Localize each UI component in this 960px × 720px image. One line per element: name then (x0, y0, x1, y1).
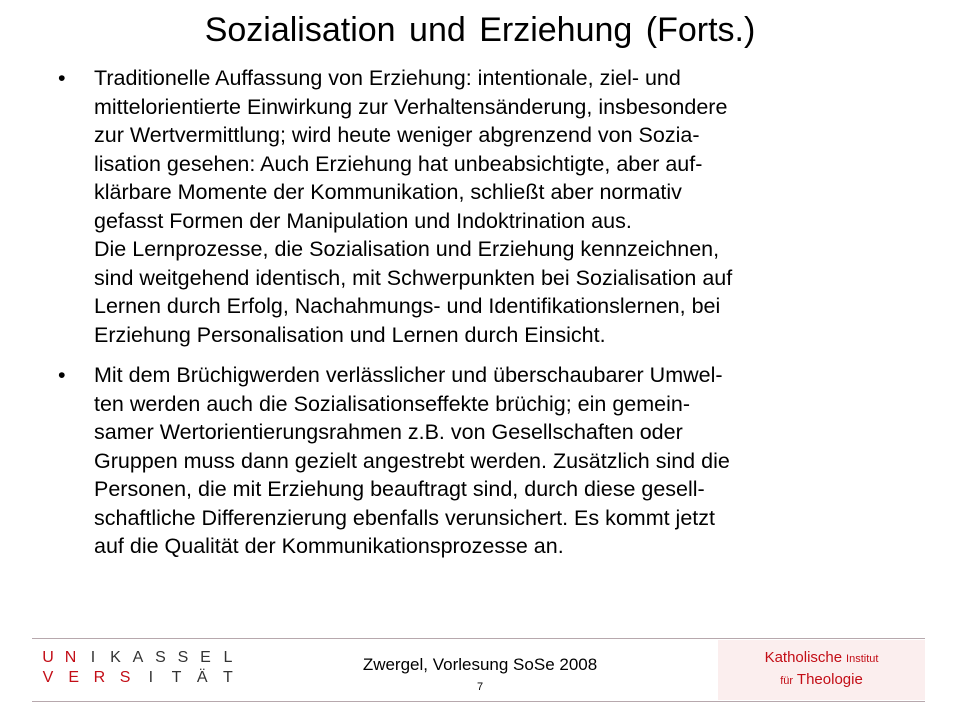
bullet-line: Mit dem Brüchigwerden verlässlicher und überschaubarer Umwel- (94, 363, 723, 387)
footer-divider-bottom (32, 701, 925, 702)
page-number: 7 (476, 681, 484, 693)
logo-letter: T (171, 669, 182, 686)
logo-letter: L (223, 649, 233, 666)
logo-letter: E (68, 669, 80, 686)
institute-word: für (780, 675, 794, 687)
logo-row-1 (38, 648, 238, 668)
institute-word: Institut (846, 653, 879, 665)
logo-letter: K (110, 649, 121, 666)
bullet-marker: • (58, 363, 66, 387)
logo-letter: U (42, 649, 54, 666)
logo-letter: S (155, 649, 166, 666)
slide-content (58, 64, 898, 573)
logo-letter: Ä (196, 669, 208, 686)
bullet-item-1 (58, 64, 898, 349)
logo-letter: I (90, 649, 96, 666)
institute-word: Theologie (796, 671, 863, 688)
institute-word: Katholische (764, 649, 843, 666)
bullet-line: mittelorientierte Einwirkung zur Verhaltensänderung, insbesondere (94, 94, 728, 119)
university-logo (38, 648, 238, 690)
footer-center (300, 654, 660, 694)
institute-label (718, 640, 925, 700)
logo-letter: V (42, 669, 54, 686)
bullet-line: Die Lernprozesse, die Sozialisation und Erziehung kennzeichnen, (94, 237, 720, 261)
bullet-line: klärbare Momente der Kommunikation, schließt aber normativ (94, 180, 682, 204)
logo-letter: T (223, 669, 233, 686)
bullet-line: Gruppen muss dann gezielt angestrebt werden. Zusätzlich sind die (94, 448, 730, 473)
bullet-line: schaftliche Differenzierung ebenfalls verunsichert. Es kommt jetzt (94, 505, 715, 530)
bullet-line: Traditionelle Auffassung von Erziehung: intentionale, ziel- und (94, 66, 681, 90)
bullet-line: gefasst Formen der Manipulation und Indoktrination aus. (94, 208, 632, 233)
logo-letter: S (177, 649, 189, 666)
bullet-marker: • (58, 66, 66, 90)
bullet-line: auf die Qualität der Kommunikationsprozesse an. (94, 534, 564, 558)
logo-letter: R (93, 669, 106, 686)
logo-letter: A (132, 649, 144, 666)
bullet-line: Erziehung Personalisation und Lernen durch Einsicht. (94, 322, 606, 347)
slide-title: Sozialisation und Erziehung (Forts.) (204, 11, 756, 49)
footer-divider-top (32, 638, 925, 639)
bullet-line: samer Wertorientierungsrahmen z.B. von Gesellschaften oder (94, 420, 683, 444)
bullet-line: ten werden auch die Sozialisationseffekte brüchig; ein gemein- (94, 391, 690, 416)
bullet-line: Personen, die mit Erziehung beauftragt sind, durch diese gesell- (94, 477, 705, 501)
bullet-line: Lernen durch Erfolg, Nachahmungs- und Identifikationslernen, bei (94, 294, 721, 318)
bullet-line: lisation gesehen: Auch Erziehung hat unbeabsichtigte, aber auf- (94, 151, 703, 176)
bullet-line: sind weitgehend identisch, mit Schwerpunkten bei Sozialisation auf (94, 265, 733, 290)
bullet-line: zur Wertvermittlung; wird heute weniger abgrenzend von Sozia- (94, 123, 700, 147)
logo-letter: I (148, 669, 154, 686)
logo-row-2 (38, 668, 238, 688)
logo-letter: E (200, 649, 211, 666)
logo-letter: S (119, 669, 131, 686)
bullet-item-2 (58, 361, 898, 561)
lecture-info: Zwergel, Vorlesung SoSe 2008 (362, 655, 598, 674)
logo-letter: N (64, 649, 77, 666)
